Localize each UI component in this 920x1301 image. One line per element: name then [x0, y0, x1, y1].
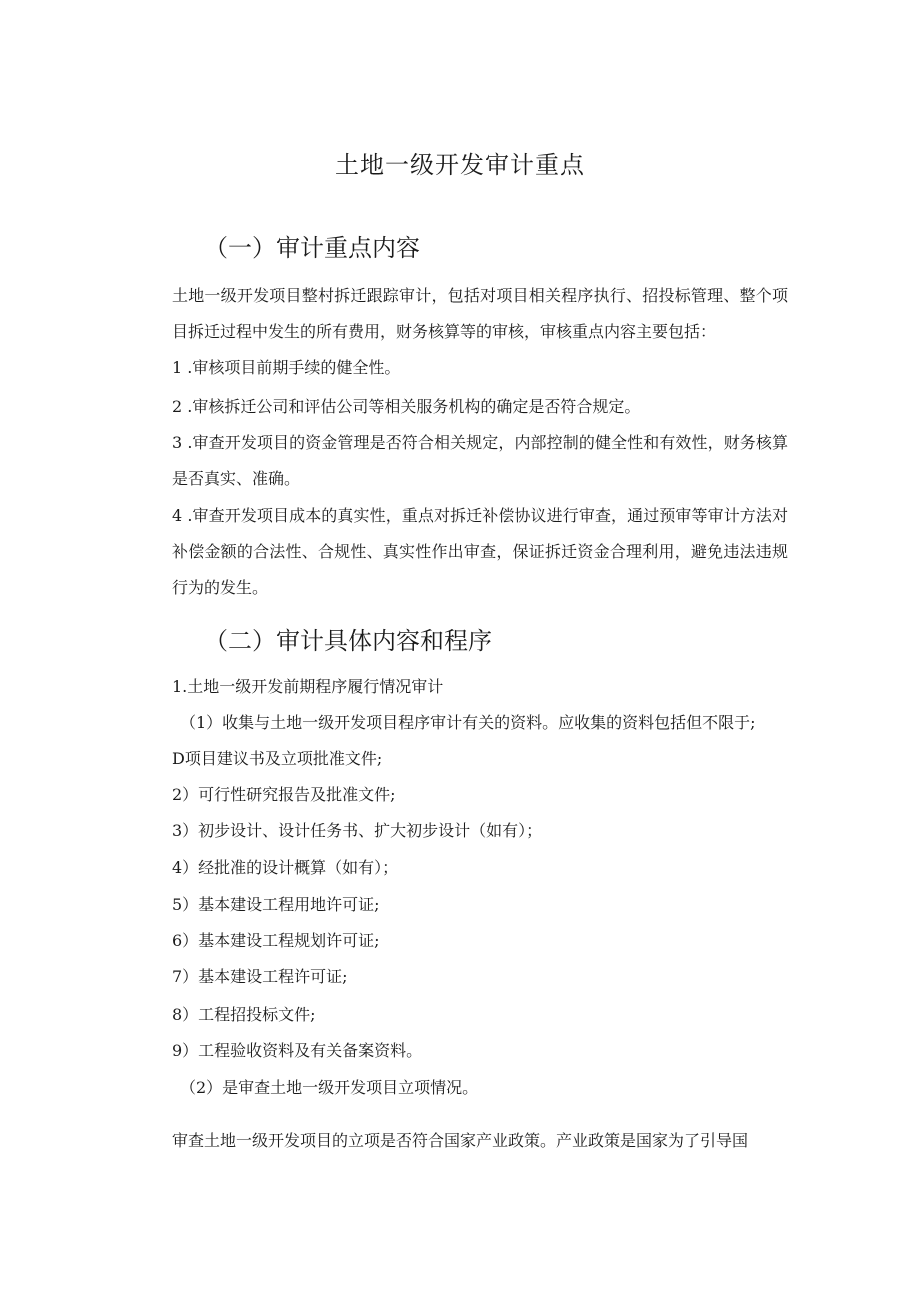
materials-list-item-7: 7）基本建设工程许可证;	[172, 967, 348, 986]
materials-list-item-1: D项目建议书及立项批准文件;	[172, 749, 383, 768]
section2-point-1: （1）收集与土地一级开发项目程序审计有关的资料。应收集的资料包括但不限于;	[180, 713, 756, 732]
section-heading-1: （一）审计重点内容	[204, 234, 420, 262]
section2-point-2: （2）是审查土地一级开发项目立项情况。	[180, 1078, 479, 1097]
materials-list-item-4: 4）经批准的设计概算（如有）；	[172, 858, 399, 877]
document-title: 土地一级开发审计重点	[335, 151, 585, 179]
section1-item-2: 2 .审核拆迁公司和评估公司等相关服务机构的确定是否符合规定。	[172, 397, 641, 416]
section2-subheading: 1.土地一级开发前期程序履行情况审计	[172, 677, 444, 696]
section-heading-2: （二）审计具体内容和程序	[204, 627, 492, 655]
materials-list-item-2: 2）可行性研究报告及批准文件;	[172, 785, 396, 804]
section1-item-3: 3 .审查开发项目的资金管理是否符合相关规定，内部控制的健全性和有效性，财务核算是否真实、准确。	[172, 433, 788, 488]
materials-list-item-6: 6）基本建设工程规划许可证;	[172, 931, 380, 950]
section1-item-1: 1 .审核项目前期手续的健全性。	[172, 358, 401, 377]
materials-list-item-8: 8）工程招投标文件;	[172, 1005, 316, 1024]
section1-intro-paragraph	[172, 278, 788, 350]
materials-list-item-5: 5）基本建设工程用地许可证;	[172, 895, 380, 914]
materials-list-item-3: 3）初步设计、设计任务书、扩大初步设计（如有）；	[172, 821, 543, 840]
section1-item-4: 4 .审查开发项目成本的真实性，重点对拆迁补偿协议进行审查，通过预审等审计方法对补偿金额的合法性、合规性、真实性作出审查，保证拆迁资金合理利用，避免违法违规行为的发生。	[172, 506, 788, 597]
materials-list-item-9: 9）工程验收资料及有关备案资料。	[172, 1041, 423, 1060]
closing-paragraph: 审查土地一级开发项目的立项是否符合国家产业政策。产业政策是国家为了引导国	[172, 1131, 749, 1150]
section1-intro-text: 土地一级开发项目整村拆迁跟踪审计，包括对项目相关程序执行、招投标管理、整个项目拆迁过程中发生的所有费用，财务核算等的审核，审核重点内容主要包括：	[172, 286, 788, 341]
